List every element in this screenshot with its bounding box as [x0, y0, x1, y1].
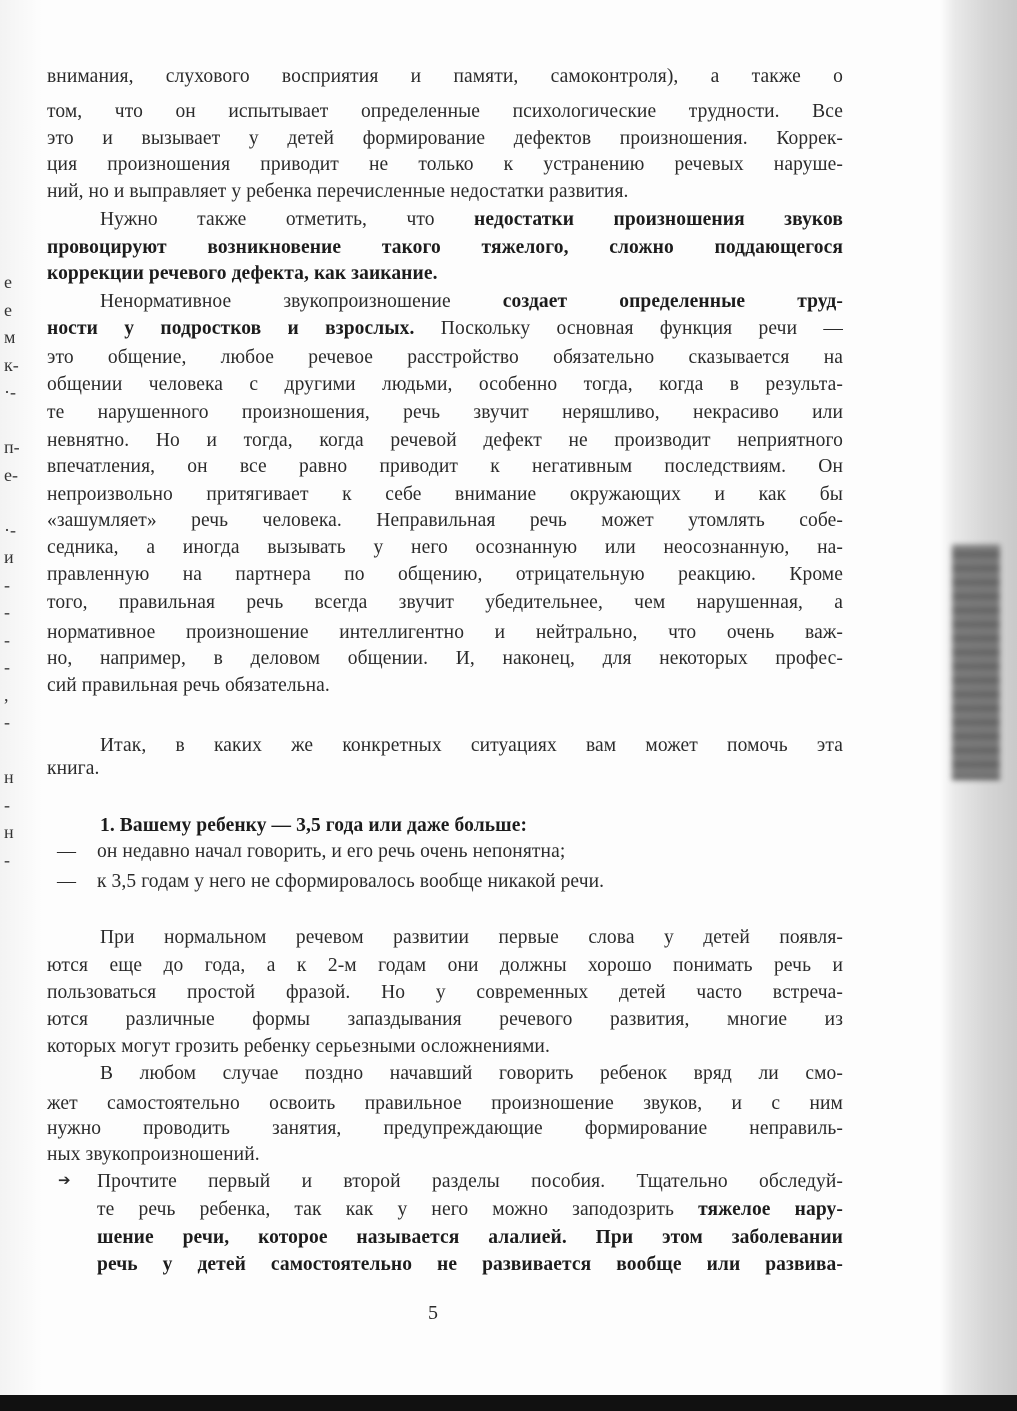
margin-fragment: - — [4, 849, 10, 870]
text-segment: ются различные формы запаздывания речевого развития, многие из — [47, 1009, 843, 1030]
text-line — [47, 453, 843, 480]
text-line — [47, 260, 438, 287]
margin-fragment: ·- — [4, 519, 16, 540]
text-line — [47, 507, 843, 534]
margin-fragment: - — [4, 657, 10, 677]
text-segment: ция произношения приводит не только к устранению речевых наруше- — [47, 154, 843, 175]
margin-fragment: и — [4, 547, 14, 567]
dash-bullet-icon: — — [57, 871, 76, 892]
margin-fragment: ·- — [4, 382, 16, 402]
text-segment: это общение, любое речевое расстройство обязательно сказывается на — [47, 347, 843, 368]
text-line — [100, 732, 843, 759]
bold-text: коррекции речевого дефекта, как заикание. — [47, 263, 438, 284]
margin-fragment: к- — [4, 354, 19, 375]
text-segment: Поскольку основная функция речи — — [414, 318, 843, 339]
text-segment: пользоваться простой фразой. Но у современных детей часто встреча- — [47, 982, 843, 1003]
text-segment: но, например, в деловом общении. И, наконец, для некоторых профес- — [47, 648, 843, 669]
text-line — [47, 234, 843, 261]
text-line — [47, 1033, 550, 1060]
margin-fragment: - — [4, 602, 10, 622]
text-segment: невнятно. Но и тогда, когда речевой дефект не производит неприятного — [47, 430, 843, 451]
bold-text: недостатки произношения звуков — [474, 209, 843, 230]
text-line — [47, 371, 843, 398]
bold-text: тяжелое нару- — [698, 1199, 843, 1220]
margin-fragment: - — [4, 712, 10, 732]
text-line — [47, 344, 843, 371]
text-line — [97, 1224, 843, 1251]
text-segment: нужно проводить занятия, предупреждающие формирование неправиль- — [47, 1118, 843, 1139]
scan-artifact — [952, 545, 1000, 780]
text-segment: внимания, слухового восприятия и памяти, самоконтроля), а также о — [47, 66, 843, 87]
text-line — [47, 645, 843, 672]
text-line — [100, 812, 527, 839]
margin-fragment: е — [4, 272, 12, 292]
text-segment: это и вызывает у детей формирование дефектов произношения. Коррек- — [47, 128, 843, 149]
text-segment: ных звукопроизношений. — [47, 1144, 260, 1165]
margin-fragment: е- — [4, 464, 18, 485]
text-line — [47, 1141, 260, 1168]
margin-fragment: - — [4, 574, 10, 595]
text-line — [47, 427, 843, 454]
text-line — [47, 63, 843, 90]
text-segment: нормативное произношение интеллигентно и нейтрально, что очень важ- — [47, 622, 843, 643]
bold-text: провоцируют возникновение такого тяжелого, сложно поддающегося — [47, 237, 843, 258]
text-line — [47, 979, 843, 1006]
bold-text: шение речи, которое называется алалией. При этом заболевании — [97, 1227, 843, 1248]
text-line — [47, 481, 843, 508]
text-segment: В любом случае поздно начавший говорить ребенок вряд ли смо- — [100, 1063, 843, 1084]
text-line — [100, 1060, 843, 1087]
text-line — [97, 1196, 843, 1223]
text-line — [47, 1006, 843, 1033]
page-number: 5 — [428, 1302, 438, 1324]
text-segment: том, что он испытывает определенные психологические трудности. Все — [47, 101, 843, 122]
text-segment: жет самостоятельно освоить правильное произношение звуков, и с ним — [47, 1093, 843, 1114]
text-segment: те речь ребенка, так как у него можно заподозрить — [97, 1199, 699, 1220]
margin-fragment: н — [4, 822, 14, 842]
dash-bullet-icon: — — [57, 841, 76, 862]
scan-bottom-border — [0, 1395, 1017, 1411]
bold-text: ности у подростков и взрослых. — [47, 318, 415, 339]
text-line — [47, 561, 843, 588]
text-segment: Итак, в каких же конкретных ситуациях вам может помочь эта — [100, 735, 843, 756]
text-line — [47, 952, 843, 979]
bold-text: 1. Вашему ребенку — 3,5 года или даже больше: — [100, 815, 528, 836]
text-line — [47, 399, 843, 426]
text-segment: впечатления, он все равно приводит к негативным последствиям. Он — [47, 456, 843, 477]
text-segment: те нарушенного произношения, речь звучит неряшливо, некрасиво или — [47, 402, 843, 423]
text-line — [47, 755, 99, 782]
margin-fragment: е — [4, 299, 12, 320]
margin-fragment: п- — [4, 437, 20, 457]
text-line — [100, 924, 843, 951]
text-segment: общении человека с другими людьми, особенно тогда, когда в результа- — [47, 374, 843, 395]
text-line — [47, 619, 843, 646]
text-segment: Прочтите первый и второй разделы пособия. Тщательно обследуй- — [97, 1171, 843, 1192]
text-line — [47, 125, 843, 152]
text-segment: непроизвольно притягивает к себе внимание окружающих и как бы — [47, 484, 843, 505]
text-line — [97, 1251, 843, 1278]
list-item — [97, 838, 565, 865]
text-line — [47, 98, 843, 125]
bold-text: речь у детей самостоятельно не развивается вообще или развива- — [97, 1254, 843, 1275]
text-line — [47, 589, 843, 616]
text-line — [47, 672, 330, 699]
text-segment: седника, а иногда вызывать у него осознанную или неосознанную, на- — [47, 537, 843, 558]
text-line — [100, 206, 843, 233]
margin-fragment: м — [4, 327, 16, 347]
text-segment: При нормальном речевом развитии первые слова у детей появля- — [100, 927, 843, 948]
margin-fragment: - — [4, 629, 10, 650]
text-segment: которых могут грозить ребенку серьезными осложнениями. — [47, 1036, 550, 1057]
list-item — [97, 868, 604, 895]
margin-fragment: - — [4, 794, 10, 815]
text-line — [100, 288, 843, 315]
text-segment: ются еще до года, а к 2-м годам они должны хорошо понимать речь и — [47, 955, 843, 976]
text-line — [47, 315, 843, 342]
text-segment: ний, но и выправляет у ребенка перечисленные недостатки развития. — [47, 181, 629, 202]
text-line — [47, 178, 628, 205]
text-segment: «зашумляет» речь человека. Неправильная речь может утомлять собе- — [47, 510, 843, 531]
text-segment: правленную на партнера по общению, отрицательную реакцию. Кроме — [47, 564, 843, 585]
text-line — [47, 151, 843, 178]
text-segment: к 3,5 годам у него не сформировалось вообще никакой речи. — [97, 871, 605, 892]
text-line — [47, 534, 843, 561]
text-segment: того, правильная речь всегда звучит убедительнее, чем нарушенная, а — [47, 592, 843, 613]
margin-fragment: н — [4, 767, 14, 787]
text-segment: сий правильная речь обязательна. — [47, 675, 330, 696]
margin-fragment: , — [4, 684, 9, 705]
tip-item — [97, 1168, 843, 1195]
text-segment: Нужно также отметить, что — [100, 209, 475, 230]
text-segment: Ненормативное звукопроизношение — [100, 291, 503, 312]
text-segment: книга. — [47, 758, 100, 779]
bold-text: создает определенные труд- — [502, 291, 843, 312]
text-line — [47, 1090, 843, 1117]
text-line — [47, 1115, 843, 1142]
arrow-right-icon: ➔ — [58, 1173, 71, 1189]
text-segment: он недавно начал говорить, и его речь очень непонятна; — [97, 841, 566, 862]
